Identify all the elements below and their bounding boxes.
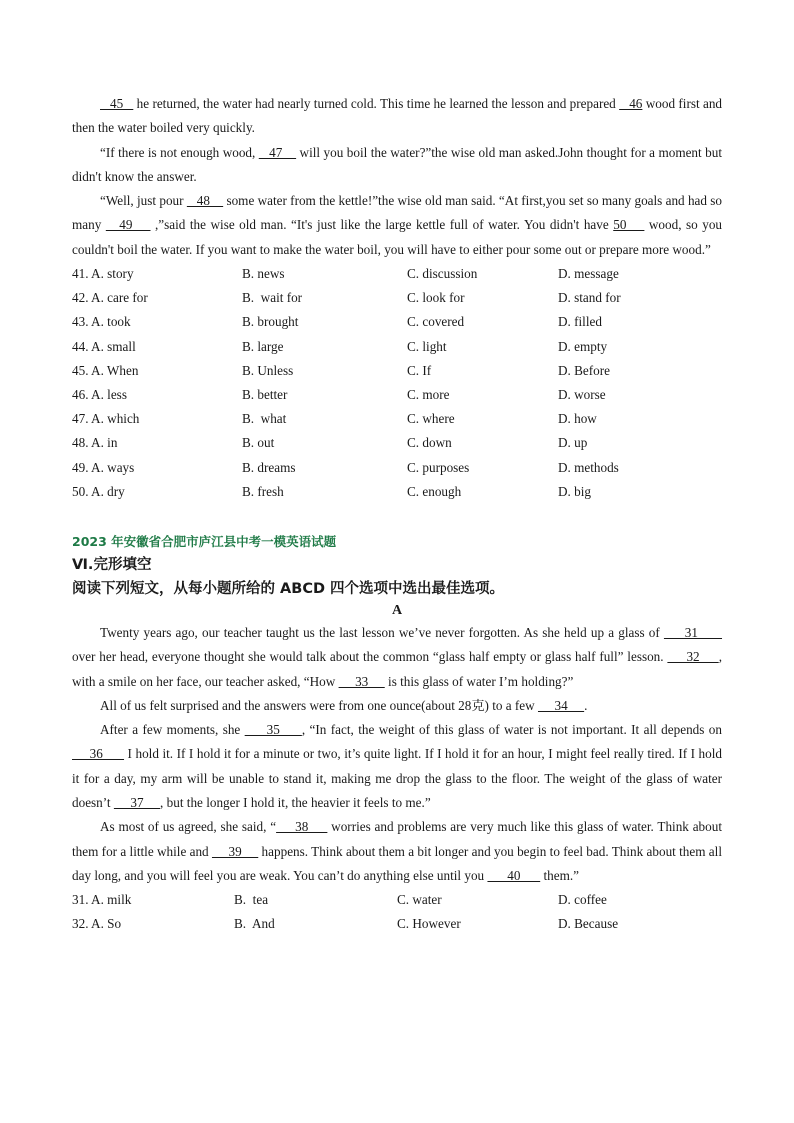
- passage-text: “Well, just pour: [100, 193, 187, 209]
- option-b: B. fresh: [242, 483, 284, 499]
- passage-paragraph: [72, 815, 722, 888]
- option-a: 43. A. took: [72, 314, 131, 330]
- passage-text: happens. Think about them a bit longer and you begin to feel bad. Think about them all day long, and you will feel you are weak. You can’t do anything else until you: [72, 843, 722, 883]
- passage-text: will you boil the water?”the wise old man asked.John thought for a moment but didn't know the answer.: [72, 144, 722, 184]
- option-b: B. better: [242, 387, 288, 403]
- answer-blank: 39: [211, 843, 259, 859]
- passage-paragraph: [72, 694, 722, 718]
- exam-page: [72, 92, 722, 937]
- option-a: 44. A. small: [72, 338, 136, 354]
- passage-text: , but the longer I hold it, the heavier it feels to me.”: [160, 795, 431, 811]
- passage-text: “If there is not enough wood,: [100, 144, 259, 160]
- passage-text: them.”: [540, 867, 580, 883]
- option-c: C. down: [407, 435, 452, 451]
- answer-blank: 45: [100, 96, 134, 111]
- option-b: B. brought: [242, 314, 299, 330]
- option-c: C. If: [407, 362, 432, 378]
- option-d: D. message: [558, 266, 619, 282]
- answer-blank: 32: [667, 649, 719, 665]
- passage-paragraph: [72, 621, 722, 694]
- section-instruction: 阅读下列短文，从每小题所给的 ABCD 四个选项中选出最佳选项。: [72, 580, 505, 597]
- passage-text: , with a smile on her face, our teacher asked, “How: [72, 649, 722, 689]
- option-b: B. news: [242, 266, 285, 282]
- passage-label: A: [391, 602, 403, 618]
- section-title: Ⅵ.完形填空: [72, 556, 152, 573]
- passage-text: .: [584, 697, 588, 713]
- option-a: 47. A. which: [72, 411, 140, 427]
- option-c: C. where: [407, 411, 455, 427]
- option-b: B. tea: [234, 892, 269, 908]
- option-d: D. Because: [558, 916, 619, 932]
- option-row: [72, 262, 722, 286]
- passage-text: ,”said the wise old man. “It's just like the large kettle full of water. You didn't have: [150, 217, 614, 233]
- option-row: [72, 431, 722, 455]
- option-row: [72, 335, 722, 359]
- passage-paragraph: [72, 141, 722, 190]
- option-d: D. stand for: [558, 290, 621, 306]
- answer-blank: 34: [537, 697, 585, 713]
- answer-blank: 37: [113, 795, 161, 811]
- passage-text: wood first and then the water boiled very quickly.: [72, 96, 723, 136]
- option-d: D. how: [558, 411, 597, 427]
- option-row: [72, 407, 722, 431]
- answer-blank: 46: [619, 96, 643, 111]
- option-b: B. what: [242, 411, 287, 427]
- passage-paragraph: [72, 718, 722, 815]
- answer-blank: 36: [72, 746, 125, 762]
- option-c: C. water: [397, 892, 442, 908]
- passage-paragraph: [72, 92, 722, 141]
- answer-blank: 47: [258, 144, 297, 160]
- passage-text: wood, so you couldn't boil the water. If you want to make the water boil, you will have to either pour some out or prepare more wood.”: [72, 217, 723, 257]
- option-a: 49. A. ways: [72, 459, 135, 475]
- passage-text: some water from the kettle!”the wise old man said. “At first,you set so many goals and had so many: [72, 193, 723, 233]
- option-c: C. However: [397, 916, 461, 932]
- answer-blank: 48: [186, 193, 224, 209]
- passage-text: over her head, everyone thought she would talk about the common “glass half empty or glass half full” lesson.: [72, 649, 668, 665]
- option-c: C. purposes: [407, 459, 470, 475]
- option-row: [72, 456, 722, 480]
- option-row: [72, 286, 722, 310]
- option-a: 48. A. in: [72, 435, 118, 451]
- option-a: 50. A. dry: [72, 483, 125, 499]
- answer-blank: 33: [338, 673, 385, 689]
- option-row: [72, 310, 722, 334]
- option-c: C. discussion: [407, 266, 478, 282]
- option-d: D. coffee: [558, 892, 607, 908]
- option-d: D. filled: [558, 314, 602, 330]
- passage-text: As most of us agreed, she said, “: [100, 819, 277, 835]
- option-row: [72, 480, 722, 504]
- passage-text: I hold it. If I hold it for a minute or two, it’s quite light. If I hold it for an hour, I might feel really tired. If I hold it for a day, my arm will be unable to stand it, making me drop the glass to the floor. The weight of the glass of water doesn’t: [72, 746, 722, 811]
- option-row: [72, 359, 722, 383]
- passage-text: All of us felt surprised and the answers were from one ounce(about 28克) to a few: [100, 697, 538, 713]
- option-d: D. worse: [558, 387, 606, 403]
- answer-blank: 38: [276, 819, 328, 835]
- option-c: C. enough: [407, 483, 462, 499]
- option-a: 41. A. story: [72, 266, 134, 282]
- option-b: B. large: [242, 338, 284, 354]
- passage-paragraph: [72, 189, 722, 262]
- answer-blank: 40: [487, 867, 541, 883]
- exam-source-heading: 2023 年安徽省合肥市庐江县中考一模英语试题: [72, 533, 337, 549]
- option-d: D. up: [558, 435, 588, 451]
- option-d: D. big: [558, 483, 591, 499]
- passage-text: worries and problems are very much like this glass of water. Think about them for a little while and: [72, 819, 722, 859]
- passage-text: Twenty years ago, our teacher taught us the last lesson we’ve never forgotten. As she held up a glass of: [100, 624, 664, 640]
- options-list: [72, 888, 722, 936]
- answer-blank: 49: [105, 217, 151, 233]
- option-b: B. Unless: [242, 362, 294, 378]
- option-d: D. methods: [558, 459, 619, 475]
- answer-blank: 50: [613, 217, 645, 233]
- option-d: D. empty: [558, 338, 608, 354]
- option-d: D. Before: [558, 362, 610, 378]
- option-row: [72, 383, 722, 407]
- answer-blank: 35: [244, 722, 302, 738]
- option-c: C. look for: [407, 290, 465, 306]
- option-b: B. wait for: [242, 290, 303, 306]
- option-a: 45. A. When: [72, 362, 139, 378]
- option-b: B. dreams: [242, 459, 296, 475]
- option-a: 46. A. less: [72, 387, 127, 403]
- passage-text: After a few moments, she: [100, 722, 245, 738]
- options-list: [72, 262, 722, 504]
- passage-text: is this glass of water I’m holding?”: [384, 673, 574, 689]
- passage-text: , “In fact, the weight of this glass of water is not important. It all depends on: [301, 722, 722, 738]
- option-row: [72, 912, 722, 936]
- option-a: 32. A. So: [72, 916, 122, 932]
- option-c: C. more: [407, 387, 450, 403]
- option-b: B. out: [242, 435, 275, 451]
- option-a: 31. A. milk: [72, 892, 132, 908]
- option-c: C. covered: [407, 314, 465, 330]
- option-c: C. light: [407, 338, 447, 354]
- option-b: B. And: [234, 916, 275, 932]
- option-row: [72, 888, 722, 912]
- option-a: 42. A. care for: [72, 290, 148, 306]
- answer-blank: 31: [663, 624, 723, 640]
- passage-text: he returned, the water had nearly turned cold. This time he learned the lesson and prepared: [133, 96, 620, 111]
